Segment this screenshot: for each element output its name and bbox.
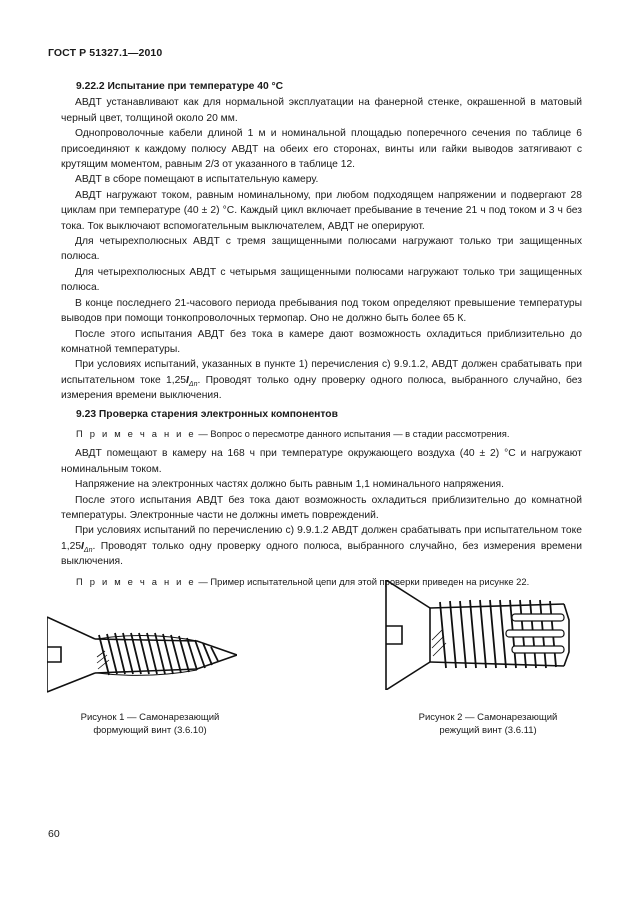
note (61, 426, 582, 441)
paragraph (61, 523, 582, 569)
paragraph: АВДТ в сборе помещают в испытательную камеру. (75, 174, 319, 186)
paragraph: Напряжение на электронных частях должно быть равным 1,1 номинального напряжения. (75, 479, 504, 491)
caption-line: Рисунок 1 — Самонарезающий (80, 712, 220, 723)
cutting-flutes (506, 614, 564, 653)
page-number: 60 (48, 828, 60, 840)
section-heading-9-22-2: 9.22.2 Испытание при температуре 40 °С (76, 81, 284, 92)
paragraph-text: При условиях испытаний, указанных в пункте 1) перечисления с) 9.9.1.2, АВДТ должен срабатывать при испытательном токе 1,25 (61, 359, 582, 386)
paragraph: АВДТ нагружают током, равным номинальному, при любом подходящем напряжении и подвергают 28 циклам при температуре (40 ± 2) °С. Каждый цикл включает пребывание в течение 21 ч под током и 3 ч без тока. Ток выключают вспомогательным выключателем, АВДТ не оперируют. (61, 189, 582, 232)
current-subscript: Δn (188, 380, 198, 388)
paragraph: АВДТ помещают в камеру на 168 ч при температуре окружающего воздуха (40 ± 2) °С и нагружают номинальным током. (61, 448, 582, 475)
paragraph: После этого испытания АВДТ без тока дают возможность охладиться приблизительно до комнатной температуры. Электронные части не должны иметь повреждений. (61, 494, 582, 521)
paragraph: Для четырехполюсных АВДТ с тремя защищенными полюсами нагружают только три защищенных полюса. (61, 236, 582, 263)
section-heading-9-23: 9.23 Проверка старения электронных компонентов (76, 408, 338, 420)
paragraph: Для четырехполюсных АВДТ с четырьмя защищенными полюсами нагружают только три защищенных полюса. (61, 266, 582, 294)
paragraph-text: При условиях испытаний по перечислению с) 9.9.1.2 АВДТ должен срабатывать при испытательном токе 1,25 (61, 525, 582, 552)
current-subscript: Δn (83, 546, 93, 554)
paragraph: В конце последнего 21-часового периода пребывания под током определяют превышение температуры выводов при помощи тонкопроволочных термопар. Оно не должно быть более 65 К. (61, 297, 582, 325)
figure-2-caption (388, 711, 588, 737)
paragraph (61, 357, 582, 403)
caption-line: режущий винт (3.6.11) (439, 725, 537, 736)
paragraph: Однопроволочные кабели длиной 1 м и номинальной площадью поперечного сечения по таблице 6 присоединяют к каждому полюсу АВДТ на обеих его сторонах, винты или гайки выводов затягивают с крутящим моментом, равным 2/3 от указанного в таблице 12. (61, 128, 582, 171)
paragraph-text: . Проводят только одну проверку одного полюса, выбранного случайно, без измерения времени выключения. (61, 540, 582, 568)
caption-line: формующий винт (3.6.10) (93, 725, 207, 736)
paragraph: После этого испытания АВДТ без тока в камере дают возможность охладиться приблизительно до комнатной температуры. (61, 328, 582, 355)
current-symbol: I (81, 540, 84, 552)
note-label: П р и м е ч а н и е (76, 427, 196, 439)
screw-head (47, 617, 95, 692)
note-text: — Вопрос о пересмотре данного испытания — в стадии рассмотрения. (195, 427, 510, 439)
current-symbol: I (186, 374, 189, 386)
figure-1-caption (50, 711, 250, 737)
screw-head (386, 580, 430, 690)
paragraph-text: . Проводят только одну проверку одного полюса, выбранного случайно, без измерения времени выключения. (61, 374, 582, 402)
note-text: — Пример испытательной цепи для этой проверки приведен на рисунке 22. (195, 575, 530, 587)
caption-line: Рисунок 2 — Самонарезающий (418, 712, 558, 723)
page-content (61, 79, 582, 594)
note-label: П р и м е ч а н и е (76, 575, 196, 587)
paragraph: АВДТ устанавливают как для нормальной эксплуатации на фанерной стенке, окрашенной в матовый черный цвет, толщиной около 20 мм. (61, 97, 582, 124)
document-header: ГОСТ Р 51327.1—2010 (48, 47, 163, 59)
figure-2-thread-cutting-screw (384, 580, 584, 690)
figure-1-thread-forming-screw (47, 607, 237, 702)
